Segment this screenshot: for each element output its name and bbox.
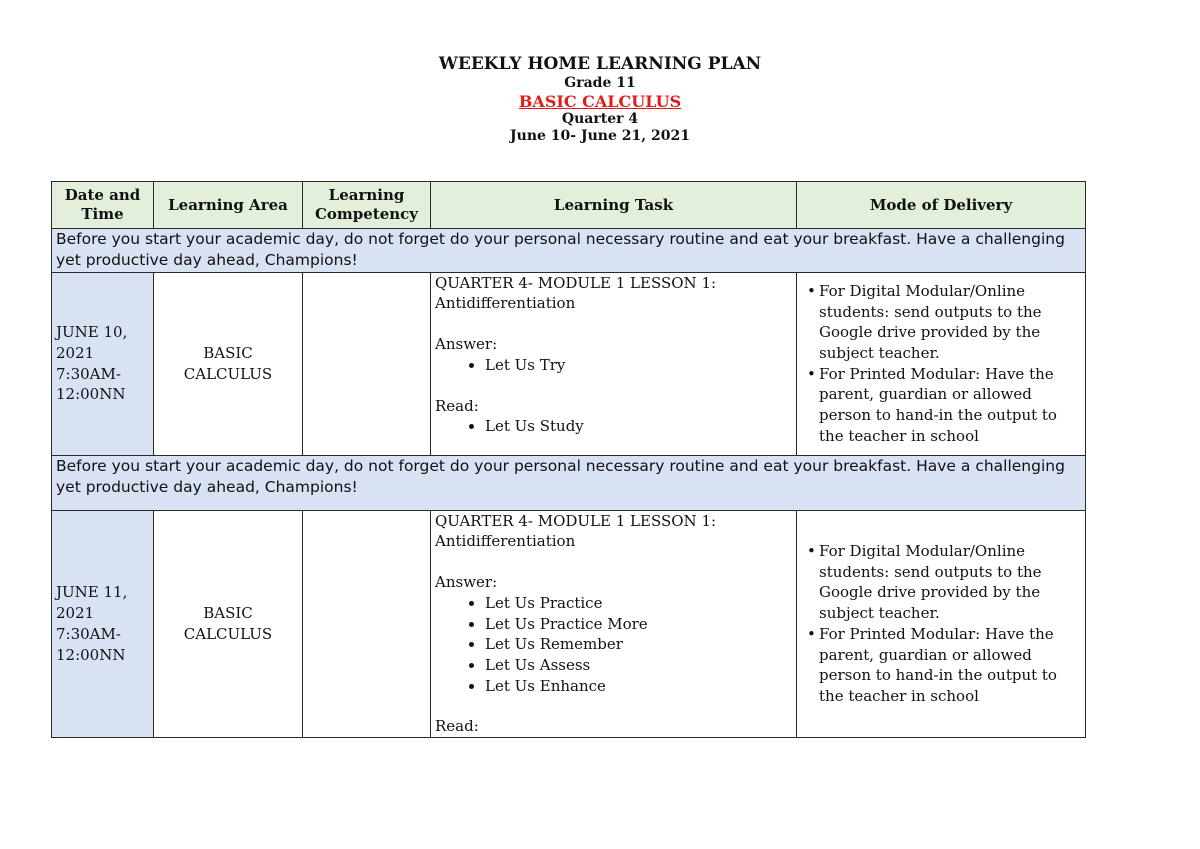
date-time-cell [52,510,154,737]
competency-cell [303,272,431,455]
area-line1: BASIC [203,604,253,623]
table-row [52,510,1086,737]
answer-label: Answer: [435,335,498,354]
plan-title: WEEKLY HOME LEARNING PLAN [438,54,762,74]
list-item: • Let Us Try [485,355,792,376]
task-topic: Antidifferentiation [435,532,576,551]
read-list [435,416,792,437]
task-title: QUARTER 4- MODULE 1 LESSON 1: [435,273,717,292]
grade-label: Grade 11 [564,74,636,91]
list-item: • Let Us Remember [485,634,792,655]
subject-title: BASIC CALCULUS [518,91,682,111]
list-item: • Let Us Study [485,416,792,437]
learning-task-cell [431,510,797,737]
task-topic: Antidifferentiation [435,294,576,313]
read-label: Read: [435,396,479,415]
competency-cell [303,510,431,737]
learning-area-cell [154,272,303,455]
read-label: Read: [435,717,479,736]
time-end: 12:00NN [56,385,126,404]
routine-note-row [52,229,1086,273]
date-label: JUNE 11, [56,583,128,602]
date-label: JUNE 10, [56,323,128,342]
time-start: 7:30AM- [56,624,121,643]
area-line2: CALCULUS [183,364,273,383]
area-line1: BASIC [203,344,253,363]
table-header-row [52,182,1086,229]
time-start: 7:30AM- [56,364,121,383]
col-header-task: Learning Task [431,182,797,229]
date-range: June 10- June 21, 2021 [510,128,690,145]
col-header-delivery: Mode of Delivery [797,182,1086,229]
list-item: • Let Us Practice More [485,614,792,635]
delivery-item: • For Printed Modular: Have the parent, guardian or allowed person to hand-in the output to the teacher in school [819,624,1081,707]
quarter-label: Quarter 4 [561,111,639,128]
learning-task-cell [431,272,797,455]
routine-note: Before you start your academic day, do not forget do your personal necessary routine and eat your breakfast. Have a challenging yet productive day ahead, Champions! [52,229,1086,273]
list-item: • Let Us Assess [485,655,792,676]
task-title: QUARTER 4- MODULE 1 LESSON 1: [435,511,717,530]
table-row [52,272,1086,455]
col-header-area: Learning Area [154,182,303,229]
delivery-item: • For Printed Modular: Have the parent, guardian or allowed person to hand-in the output to the teacher in school [819,364,1081,447]
year-label: 2021 [56,604,95,623]
col-header-competency: Learning Competency [303,182,431,229]
area-line2: CALCULUS [183,624,273,643]
answer-list [435,593,792,696]
year-label: 2021 [56,344,95,363]
learning-plan-table [51,181,1086,738]
delivery-item: • For Digital Modular/Online students: send outputs to the Google drive provided by the subject teacher. [819,281,1081,364]
delivery-cell [797,272,1086,455]
answer-list [435,355,792,376]
list-item: • Let Us Practice [485,593,792,614]
document-header [0,54,1200,145]
col-header-date: Date and Time [52,182,154,229]
answer-label: Answer: [435,573,498,592]
date-time-cell [52,272,154,455]
routine-note-row [52,455,1086,510]
routine-note: Before you start your academic day, do not forget do your personal necessary routine and eat your breakfast. Have a challenging yet productive day ahead, Champions! [52,455,1086,510]
list-item: • Let Us Enhance [485,676,792,697]
delivery-list [801,541,1081,707]
delivery-cell [797,510,1086,737]
learning-area-cell [154,510,303,737]
time-end: 12:00NN [56,645,126,664]
delivery-item: • For Digital Modular/Online students: send outputs to the Google drive provided by the subject teacher. [819,541,1081,624]
delivery-list [801,281,1081,447]
